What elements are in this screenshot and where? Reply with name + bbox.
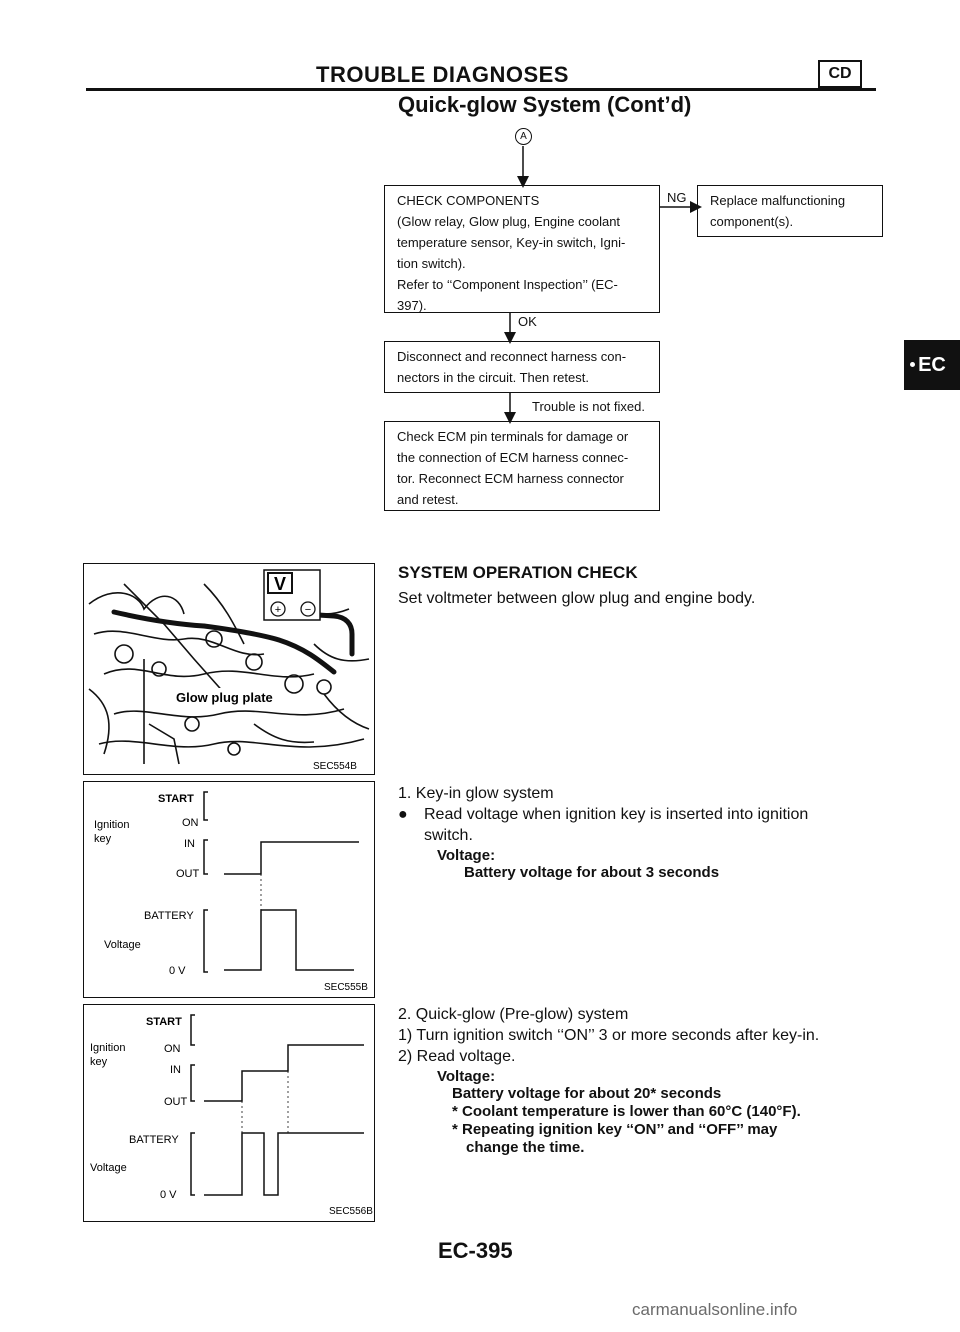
out-label: OUT — [176, 868, 200, 880]
page-subtitle: Quick-glow System (Cont’d) — [398, 92, 692, 117]
ignition-label: Ignition — [90, 1042, 126, 1054]
figure-id: SEC554B — [313, 761, 357, 772]
item2-note2: * Repeating ignition key ‘‘ON’’ and ‘‘OFF’’ may — [452, 1121, 778, 1138]
cd-badge: CD — [818, 60, 862, 88]
plus-terminal: + — [274, 604, 282, 616]
key-label: key — [90, 1056, 108, 1068]
item1-bullet: ● — [398, 806, 408, 823]
ok-label: OK — [518, 314, 537, 329]
tab-dot — [910, 362, 915, 367]
item2-step2: 2) Read voltage. — [398, 1048, 516, 1065]
page-number: EC-395 — [438, 1238, 513, 1263]
battery-label: BATTERY — [144, 910, 194, 922]
item2-voltage-label: Voltage: — [437, 1068, 496, 1085]
watermark-link[interactable]: carmanualsonline.info — [632, 1300, 798, 1319]
item2-note1: * Coolant temperature is lower than 60°C (140°F). — [452, 1103, 801, 1120]
check-ecm-box: Check ECM pin terminals for damage or the connection of ECM harness connec- tor. Reconnect ECM harness connector and retest. — [384, 421, 660, 511]
zero-v-label: 0 V — [169, 965, 186, 977]
start-label: START — [158, 793, 194, 805]
item2-voltage-value: Battery voltage for about 20* seconds — [452, 1085, 722, 1102]
on-label: ON — [164, 1043, 181, 1055]
ec-tab-label: EC — [918, 354, 946, 376]
voltmeter-symbol: V — [273, 574, 287, 594]
disconnect-box: Disconnect and reconnect harness con- nectors in the circuit. Then retest. — [384, 341, 660, 393]
voltage-label: Voltage — [90, 1162, 127, 1174]
flow-marker-a: A — [515, 128, 532, 145]
in-label: IN — [170, 1064, 181, 1076]
ng-label: NG — [667, 190, 687, 205]
section-intro: Set voltmeter between glow plug and engine body. — [398, 590, 756, 607]
item2-note3: change the time. — [466, 1139, 585, 1156]
key-in-timing-chart — [84, 782, 373, 996]
on-label: ON — [182, 817, 199, 829]
battery-label: BATTERY — [129, 1134, 179, 1146]
zero-v-label: 0 V — [160, 1189, 177, 1201]
figure-key-in-timing — [83, 781, 375, 998]
page-title: TROUBLE DIAGNOSES — [316, 62, 569, 87]
replace-box: Replace malfunctioning component(s). — [697, 185, 883, 237]
figure-engine-voltmeter — [83, 563, 375, 775]
ec-section-tab — [904, 340, 960, 390]
item1-voltage-value: Battery voltage for about 3 seconds — [464, 864, 720, 881]
not-fixed-label: Trouble is not fixed. — [532, 399, 645, 414]
start-label: START — [146, 1016, 182, 1028]
minus-terminal: − — [304, 604, 312, 616]
ignition-label: Ignition — [94, 819, 130, 831]
section-title: SYSTEM OPERATION CHECK — [398, 563, 638, 582]
in-label: IN — [184, 838, 195, 850]
engine-illustration — [84, 564, 373, 773]
figure-id: SEC556B — [329, 1206, 373, 1217]
item1-bullet-line2: switch. — [424, 827, 473, 844]
item1-bullet-line1: Read voltage when ignition key is inserted into ignition — [424, 806, 809, 823]
item2-heading: 2. Quick-glow (Pre-glow) system — [398, 1006, 629, 1023]
quick-glow-timing-chart — [84, 1005, 373, 1220]
check-components-box: CHECK COMPONENTS (Glow relay, Glow plug, Engine coolant temperature sensor, Key-in switch, Igni- tion switch). Refer to ‘‘Component Inspection’’ (EC- 397). — [384, 185, 660, 313]
item1-voltage-label: Voltage: — [437, 847, 496, 864]
voltmeter — [264, 570, 320, 620]
figure-quick-glow-timing — [83, 1004, 375, 1222]
voltage-label: Voltage — [104, 939, 141, 951]
key-label: key — [94, 833, 112, 845]
item2-step1: 1) Turn ignition switch ‘‘ON’’ 3 or more seconds after key-in. — [398, 1027, 820, 1044]
glow-plug-plate-label: Glow plug plate — [176, 690, 273, 705]
figure-id: SEC555B — [324, 982, 368, 993]
out-label: OUT — [164, 1096, 188, 1108]
item1-heading: 1. Key-in glow system — [398, 785, 554, 802]
